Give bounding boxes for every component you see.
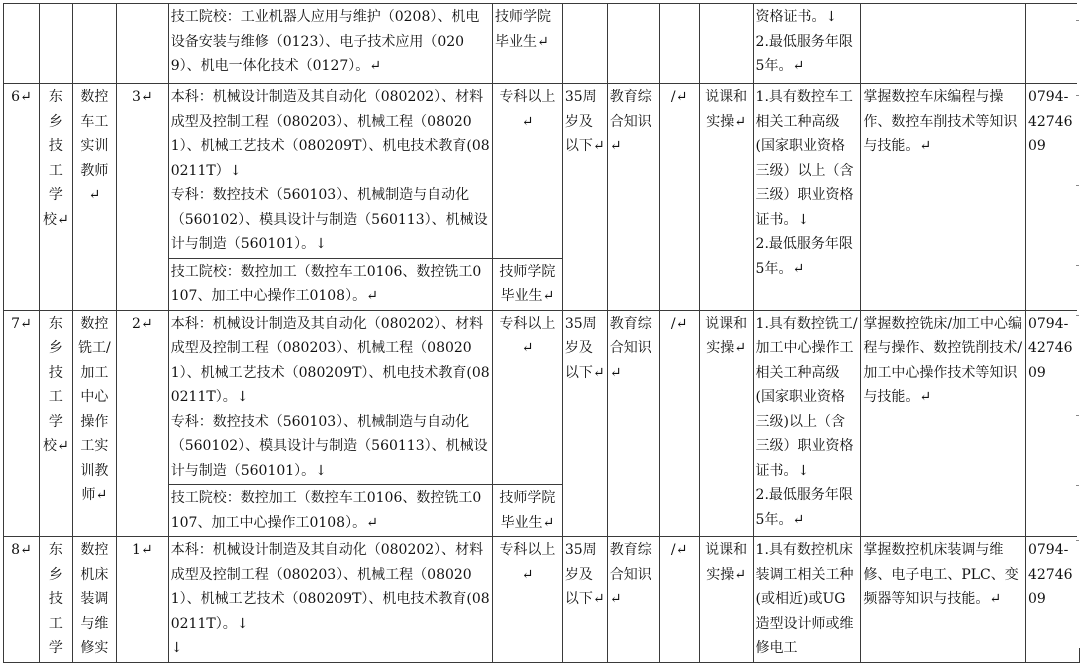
cell-post: 数控车工实训教师↵ [72,84,116,311]
cell-phone: 0794-4274609 [1025,84,1079,311]
cell-education: 技师学院毕业生↵ [493,4,563,84]
cell-skill: 掌握数控车床编程与操作、数控车削技术等知识与技能。↵ [861,84,1026,311]
margin-mark [1076,540,1079,541]
cell-subject: 教育综合知识↵ [607,537,659,663]
cell-major-technician: 技工院校：数控加工（数控车工0106、数控铣工0107、加工中心操作工0108）。↵ [168,258,492,310]
cell-education: 专科以上↵ [493,84,563,259]
cell-education: 专科以上↵ [493,310,563,485]
cell-exam: 说课和实操↵ [699,84,753,311]
margin-mark [1076,20,1079,21]
cell-phone: 0794-4274609 [1025,537,1079,663]
cell-count: 1↵ [116,537,168,663]
cell-other-requirements: 1.具有数控车工相关工种高级(国家职业资格三级）以上（含三级）职业资格证书。↓ 2.最低服务年限5年。↵ [753,84,861,311]
cell-no [4,4,40,84]
cell-unit: 东乡技工学 [39,537,72,663]
cell-education: 技师学院毕业生↵ [493,485,563,537]
cell-no: 7↵ [4,310,40,537]
cell-unit: 东乡技工学校↵ [39,310,72,537]
recruitment-table [3,3,1080,663]
cell-ratio: /↵ [659,310,699,537]
cell-post [72,4,116,84]
cell-exam: 说课和实操↵ [699,310,753,537]
cell-major-bachelor: 本科：机械设计制造及其自动化（080202）、材料成型及控制工程（080203）、机械工程（080201）、机械工艺技术（080209T）、机电技术教育(080211T）。↓ ↓ [168,537,492,663]
cell-major: 技工院校：工业机器人应用与维护（0208）、机电设备安装与维修（0123）、电子技术应用（0209）、机电一体化技术（0127）。↵ [168,4,492,84]
cell-other-requirements: 资格证书。↓ 2.最低服务年限5年。↵ [753,4,861,84]
cell-post: 数控机床装调与维修实 [72,537,116,663]
margin-mark [1076,485,1079,486]
cell-skill: 掌握数控机床装调与维修、电子电工、PLC、变频器等知识与技能。↵ [861,537,1026,663]
cell-skill [861,4,1026,84]
table-row [4,537,1080,663]
cell-phone [1025,4,1079,84]
cell-count: 2↵ [116,310,168,537]
cell-major-technician: 技工院校：数控加工（数控车工0106、数控铣工0107、加工中心操作工0108）。↵ [168,485,492,537]
cell-education: 技师学院毕业生↵ [493,258,563,310]
cell-skill: 掌握数控铣床/加工中心编程与操作、数控铣削技术/加工中心操作技术等知识与技能。↵ [861,310,1026,537]
margin-mark [1076,415,1079,416]
margin-mark [1076,95,1079,96]
cell-post: 数控铣工/加工中心操作工实训教师↵ [72,310,116,537]
cell-age [562,4,607,84]
margin-mark [1076,185,1079,186]
margin-mark [1076,265,1079,266]
cell-age: 35周岁及以下↵ [562,537,607,663]
cell-subject [607,4,659,84]
table-row [4,84,1080,259]
cell-no: 8↵ [4,537,40,663]
cell-unit [39,4,72,84]
table-row [4,310,1080,485]
cell-ratio [659,4,699,84]
cell-unit: 东乡技工学校↵ [39,84,72,311]
cell-major-bachelor: 本科：机械设计制造及其自动化（080202）、材料成型及控制工程（080203）、机械工程（080201）、机械工艺技术（080209T）、机电技术教育(080211T）↓ 专科：数控技术（560103）、机械制造与自动化（560102）、模具设计与制造（560113）、机械设计与制造（560101）。↓ [168,84,492,259]
cell-ratio: /↵ [659,537,699,663]
cell-no: 6↵ [4,84,40,311]
cell-education: 专科以上↵ [493,537,563,663]
cell-other-requirements: 1.具有数控铣工/加工中心操作工相关工种高级(国家职业资格三级)以上（含三级）职业资格证书。↓ 2.最低服务年限5年。↵ [753,310,861,537]
cell-ratio: /↵ [659,84,699,311]
cell-subject: 教育综合知识↵ [607,84,659,311]
cell-count [116,4,168,84]
cell-exam: 说课和实操↵ [699,537,753,663]
cell-age: 35周岁及以下↵ [562,84,607,311]
cell-other-requirements: 1.具有数控机床装调工相关工种(或相近)或UG造型设计师或维修电工 [753,537,861,663]
cell-exam [699,4,753,84]
margin-mark [1076,315,1079,316]
cell-count: 3↵ [116,84,168,311]
cell-age: 35周岁及以下↵ [562,310,607,537]
cell-subject: 教育综合知识↵ [607,310,659,537]
cell-major-bachelor: 本科：机械设计制造及其自动化（080202）、材料成型及控制工程（080203）、机械工程（080201）、机械工艺技术（080209T）、机电技术教育(080211T）。↓ 专科：数控技术（560103）、机械制造与自动化（560102）、模具设计与制造（560113）、机械设计与制造（560101）。↓ [168,310,492,485]
cell-phone: 0794-4274609 [1025,310,1079,537]
table-row [4,4,1080,84]
